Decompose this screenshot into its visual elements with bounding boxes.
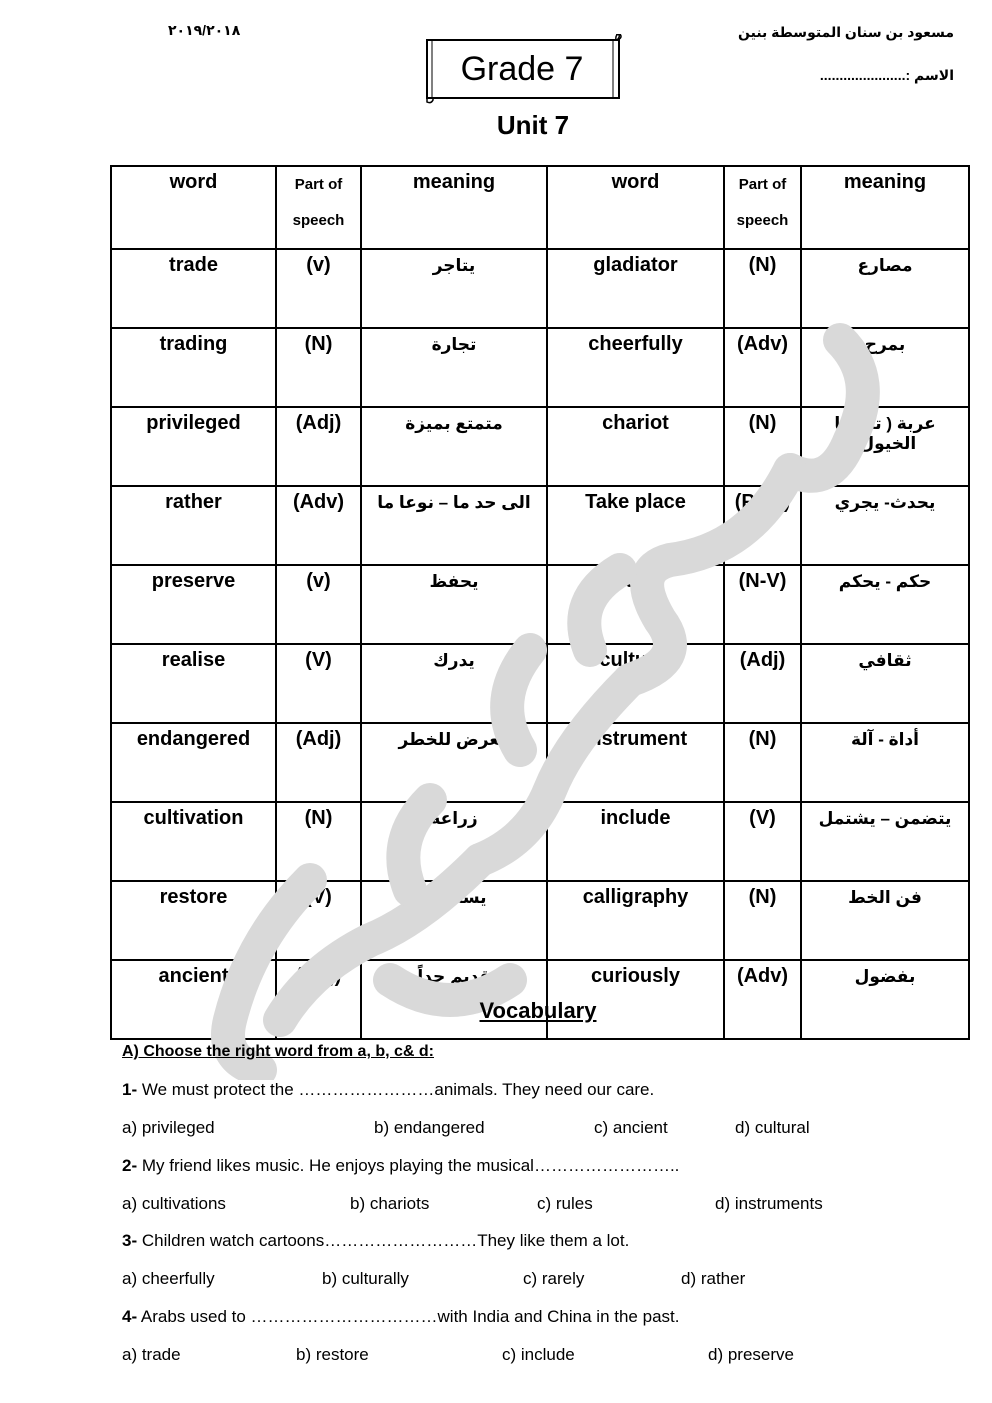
question-number: 4- — [122, 1307, 138, 1326]
vocab-word: endangered — [111, 723, 276, 802]
vocab-word: chariot — [547, 407, 724, 486]
table-row — [111, 802, 969, 881]
arabic-meaning: بمرح — [801, 328, 969, 407]
table-row — [111, 486, 969, 565]
part-of-speech: (Adj) — [276, 723, 361, 802]
question — [122, 1156, 679, 1176]
answer-option[interactable]: c) ancient — [594, 1118, 668, 1137]
vocab-word: cultivation — [111, 802, 276, 881]
answer-option[interactable]: a) cultivations — [122, 1194, 226, 1213]
vocab-word: rather — [111, 486, 276, 565]
vocab-word: cheerfully — [547, 328, 724, 407]
vocab-word: curiously — [547, 960, 724, 1039]
table-header-row — [111, 166, 969, 249]
arabic-meaning: ثقافي — [801, 644, 969, 723]
arabic-meaning: متمتع بميزة — [361, 407, 547, 486]
part-of-speech: (N-V) — [724, 565, 801, 644]
part-of-speech: (Adj) — [724, 644, 801, 723]
table-row — [111, 723, 969, 802]
table-row — [111, 328, 969, 407]
question — [122, 1080, 654, 1100]
answer-option[interactable]: b) chariots — [350, 1194, 430, 1213]
part-of-speech: (N) — [276, 328, 361, 407]
vocab-word: privileged — [111, 407, 276, 486]
header-meaning: meaning — [801, 166, 969, 249]
answer-option[interactable]: d) cultural — [735, 1118, 810, 1137]
arabic-meaning: أداة - آلة — [801, 723, 969, 802]
header-part-of-speech: Part of speech — [276, 166, 361, 249]
exercise-instruction: A) Choose the right word from a, b, c& d: — [122, 1043, 434, 1060]
answer-option[interactable]: b) restore — [296, 1345, 369, 1364]
answer-option[interactable]: a) trade — [122, 1345, 181, 1364]
vocab-word: instrument — [547, 723, 724, 802]
answer-option[interactable]: d) rather — [681, 1269, 746, 1288]
part-of-speech: (Adj) — [276, 407, 361, 486]
question — [122, 1231, 629, 1251]
part-of-speech: (Adv) — [724, 960, 801, 1039]
vocabulary-title: Vocabulary — [479, 998, 597, 1023]
part-of-speech: (N) — [276, 802, 361, 881]
arabic-meaning: معرض للخطر — [361, 723, 547, 802]
arabic-meaning: عربة ( تجرها الخيول) — [801, 407, 969, 486]
arabic-meaning: بفضول — [801, 960, 969, 1039]
table-row — [111, 565, 969, 644]
part-of-speech: (Adv) — [724, 328, 801, 407]
part-of-speech: (v) — [276, 249, 361, 328]
table-row — [111, 644, 969, 723]
part-of-speech: (N) — [724, 249, 801, 328]
vocab-word: preserve — [111, 565, 276, 644]
arabic-meaning: الى حد ما – نوعا ما — [361, 486, 547, 565]
answer-option[interactable]: a) cheerfully — [122, 1269, 215, 1288]
question-number: 1- — [122, 1080, 138, 1099]
vocab-word: calligraphy — [547, 881, 724, 960]
answer-option[interactable]: a) privileged — [122, 1118, 215, 1137]
part-of-speech: (V) — [276, 644, 361, 723]
answer-option[interactable]: d) preserve — [708, 1345, 794, 1364]
vocab-word: realise — [111, 644, 276, 723]
table-row — [111, 881, 969, 960]
answer-option[interactable]: c) include — [502, 1345, 575, 1364]
arabic-meaning: قديم جداً — [361, 960, 547, 1039]
question-number: 2- — [122, 1156, 138, 1175]
arabic-meaning: يحدث- يجري — [801, 486, 969, 565]
arabic-meaning: حكم - يحكم — [801, 565, 969, 644]
student-name-label: الاسم :...................... — [819, 67, 954, 83]
part-of-speech: (Adj) — [276, 960, 361, 1039]
part-of-speech: (N) — [724, 723, 801, 802]
part-of-speech: (Adv) — [276, 486, 361, 565]
question-text: Children watch cartoons………………………They like them a lot. — [137, 1231, 630, 1250]
arabic-meaning: يسترجع — [361, 881, 547, 960]
answer-option[interactable]: b) endangered — [374, 1118, 485, 1137]
vocab-word: trade — [111, 249, 276, 328]
grade-title: Grade 7 — [460, 50, 584, 88]
header-part-of-speech: Part of speech — [724, 166, 801, 249]
arabic-meaning: يتاجر — [361, 249, 547, 328]
question-text: Arabs used to ……………………………with India and China in the past. — [137, 1307, 680, 1326]
header-meaning: meaning — [361, 166, 547, 249]
header-word: word — [111, 166, 276, 249]
question-text: My friend likes music. He enjoys playing the musical…………………….. — [137, 1156, 680, 1175]
arabic-meaning: يحفظ — [361, 565, 547, 644]
part-of-speech: (N) — [724, 407, 801, 486]
school-name: مسعود بن سنان المتوسطة بنين — [738, 24, 954, 40]
arabic-meaning: تجارة — [361, 328, 547, 407]
arabic-meaning: زراعة — [361, 802, 547, 881]
part-of-speech: (Ph.v) — [724, 486, 801, 565]
part-of-speech: (v) — [276, 565, 361, 644]
arabic-meaning: مصارع — [801, 249, 969, 328]
vocab-word: Take place — [547, 486, 724, 565]
school-year: ٢٠١٩/٢٠١٨ — [168, 22, 241, 38]
header-word: word — [547, 166, 724, 249]
vocab-word: trading — [111, 328, 276, 407]
vocab-word: ancient — [111, 960, 276, 1039]
part-of-speech: (V) — [276, 881, 361, 960]
answer-option[interactable]: c) rules — [537, 1194, 593, 1213]
answer-option[interactable]: b) culturally — [322, 1269, 409, 1288]
vocab-word: gladiator — [547, 249, 724, 328]
part-of-speech: (V) — [724, 802, 801, 881]
question-number: 3- — [122, 1231, 138, 1250]
arabic-meaning: يدرك — [361, 644, 547, 723]
grade-scroll-banner — [421, 34, 623, 102]
table-row — [111, 407, 969, 486]
arabic-meaning: فن الخط — [801, 881, 969, 960]
arabic-meaning: يتضمن – يشتمل — [801, 802, 969, 881]
part-of-speech: (N) — [724, 881, 801, 960]
question-text: We must protect the ……………………animals. They need our care. — [137, 1080, 655, 1099]
vocabulary-table — [110, 165, 970, 1040]
table-row — [111, 249, 969, 328]
vocab-word: rule — [547, 565, 724, 644]
question — [122, 1307, 679, 1327]
vocab-word: include — [547, 802, 724, 881]
answer-option[interactable]: d) instruments — [715, 1194, 823, 1213]
vocab-word: cultural — [547, 644, 724, 723]
vocab-word: restore — [111, 881, 276, 960]
unit-title: Unit 7 — [496, 110, 570, 140]
answer-option[interactable]: c) rarely — [523, 1269, 585, 1288]
